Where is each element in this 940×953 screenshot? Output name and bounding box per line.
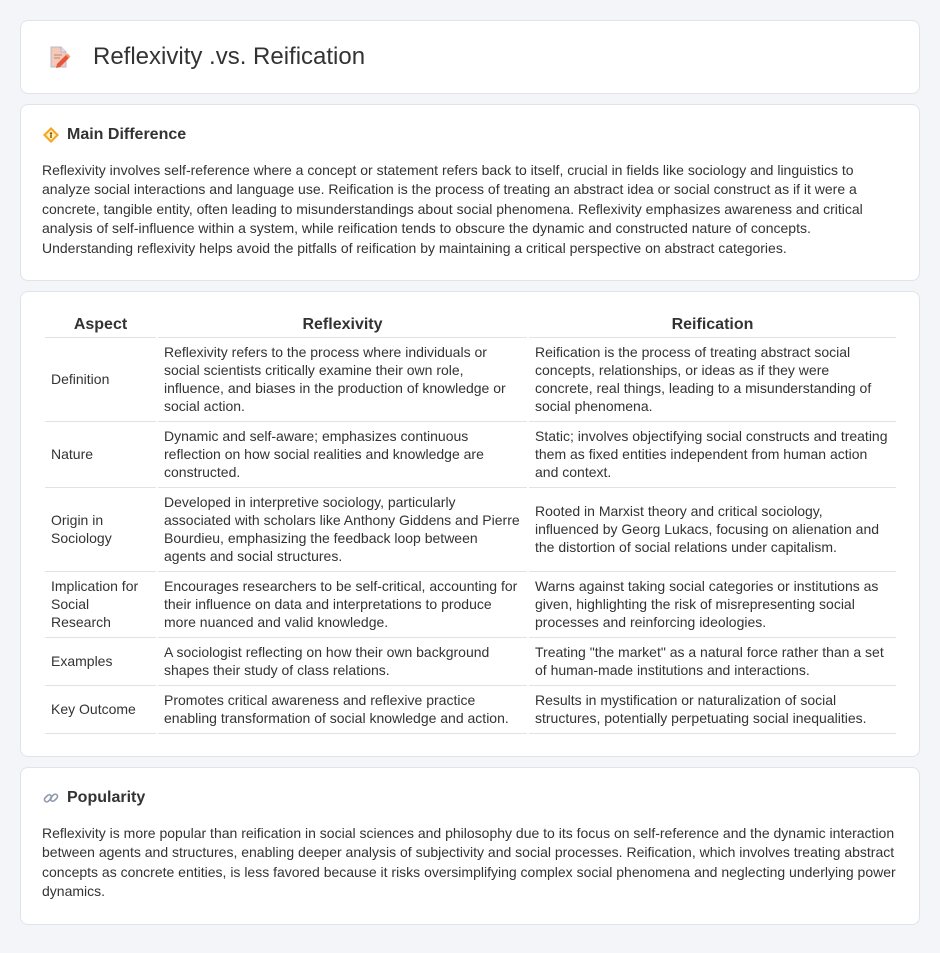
row-reification: Warns against taking social categories or institutions as given, highlighting the risk of misrepresenting social processes and reinforcing ideologies. [529, 572, 896, 638]
row-aspect: Definition [45, 338, 156, 422]
row-reflexivity: Reflexivity refers to the process where individuals or social scientists critically examine their own role, influence, and biases in the production of knowledge or social action. [158, 338, 527, 422]
document-pencil-icon [46, 44, 72, 70]
table-row [45, 572, 896, 638]
table-header-row [45, 312, 896, 338]
diamond-sign-icon [42, 126, 60, 144]
row-aspect: Key Outcome [45, 686, 156, 734]
table-row [45, 422, 896, 488]
header-reification: Reification [529, 312, 896, 338]
main-difference-title: Main Difference [67, 126, 187, 143]
row-reflexivity: Encourages researchers to be self-critical, accounting for their influence on data and interpretations to produce more nuanced and valid knowledge. [158, 572, 527, 638]
header-aspect: Aspect [45, 312, 156, 338]
table-row [45, 338, 896, 422]
table-row [45, 686, 896, 734]
comparison-table-card [20, 291, 920, 757]
row-reflexivity: A sociologist reflecting on how their own background shapes their study of class relations. [158, 638, 527, 686]
row-reflexivity: Developed in interpretive sociology, particularly associated with scholars like Anthony Giddens and Pierre Bourdieu, emphasizing the feedback loop between agents and social structures. [158, 488, 527, 572]
row-reification: Results in mystification or naturalization of social structures, potentially perpetuating social inequalities. [529, 686, 896, 734]
row-aspect: Origin in Sociology [45, 488, 156, 572]
row-reification: Treating "the market" as a natural force rather than a set of human-made institutions and interactions. [529, 638, 896, 686]
header-reflexivity: Reflexivity [158, 312, 527, 338]
row-aspect: Examples [45, 638, 156, 686]
popularity-title: Popularity [67, 789, 146, 807]
header-card [20, 20, 920, 94]
row-reflexivity: Promotes critical awareness and reflexive practice enabling transformation of social knowledge and action. [158, 686, 527, 734]
row-reification: Reification is the process of treating abstract social concepts, relationships, or ideas as if they were concrete, real things, leading to a misunderstanding of social phenomena. [529, 338, 896, 422]
popularity-text: Reflexivity is more popular than reification in social sciences and philosophy due to its focus on self-reference and the dynamic interaction between agents and structures, enabling deeper analysis of subjectivity and social processes. Reification, which involves treating abstract concepts as concrete entities, is less favored because it risks oversimplifying complex social phenomena and neglecting underlying power dynamics. [42, 825, 896, 900]
row-reification: Rooted in Marxist theory and critical sociology, influenced by Georg Lukacs, focusing on alienation and the distortion of social relations under capitalism. [529, 488, 896, 572]
popularity-section [20, 767, 920, 925]
row-aspect: Nature [45, 422, 156, 488]
main-difference-text: Reflexivity involves self-reference where a concept or statement refers back to itself, crucial in fields like sociology and linguistics to analyze social interactions and language use. Reification is the process of treating an abstract idea or social construct as if it were a concrete, tangible entity, often leading to misunderstandings about social phenomena. Reflexivity emphasizes awareness and critical analysis of self-influence within a system, while reification tends to obscure the dynamic and constructed nature of concepts. Understanding reflexivity helps avoid the pitfalls of reification by maintaining a critical perspective on abstract categories. [42, 162, 863, 256]
page-title: Reflexivity .vs. Reification [93, 43, 366, 70]
main-difference-section [20, 104, 920, 281]
link-icon [42, 789, 60, 807]
row-aspect: Implication for Social Research [45, 572, 156, 638]
row-reification: Static; involves objectifying social constructs and treating them as fixed entities independent from human action and context. [529, 422, 896, 488]
comparison-table [43, 312, 898, 734]
table-row [45, 638, 896, 686]
table-row [45, 488, 896, 572]
row-reflexivity: Dynamic and self-aware; emphasizes continuous reflection on how social realities and knowledge are constructed. [158, 422, 527, 488]
